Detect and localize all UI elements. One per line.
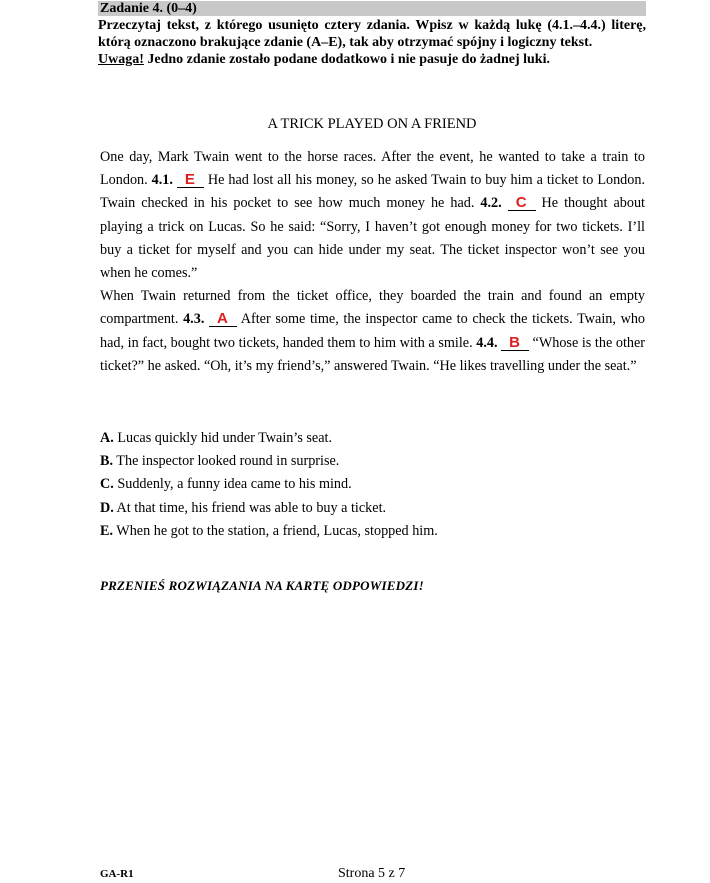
option-e [100, 520, 438, 543]
gap-4-label: 4.4. [476, 334, 498, 351]
gap-4-answer: B [509, 333, 520, 351]
gap-3[interactable] [209, 312, 237, 327]
options-list [100, 427, 438, 543]
story-segment: One day, Mark Twain went to the horse races. After the event, he wanted to take a train to London. [100, 149, 645, 189]
story-segment: After some time, the inspector came to check the tickets. Twain, who had, in fact, bought two tickets, handed them to him with a smile. [100, 311, 645, 351]
story-segment: “Whose is the other ticket?” he asked. “Oh, it’s my friend’s,” answered Twain. “He likes travelling under the seat.” [100, 334, 645, 374]
option-text: Lucas quickly hid under Twain’s seat. [113, 430, 333, 446]
option-b [100, 450, 438, 473]
story-title: A TRICK PLAYED ON A FRIEND [267, 116, 477, 132]
transfer-note: PRZENIEŚ ROZWIĄZANIA NA KARTĘ ODPOWIEDZI! [100, 578, 424, 593]
task-title: Zadanie 4. (0–4) [98, 1, 646, 16]
page-number: Strona 5 z 7 [338, 866, 406, 881]
gap-2[interactable] [508, 196, 536, 211]
gap-2-answer: C [515, 194, 527, 212]
option-text: At that time, his friend was able to buy a ticket. [113, 499, 387, 516]
option-d [100, 497, 438, 520]
story-segment: When Twain returned from the ticket office, they boarded the train and found an empty compartment. [100, 288, 645, 328]
option-letter: A. [100, 430, 114, 446]
option-a [100, 427, 438, 450]
instruction-main: Przeczytaj tekst, z którego usunięto cztery zdania. Wpisz w każdą lukę (4.1.–4.4.) literę, którą oznaczono brakujące zdanie (A–E), tak aby otrzymać spójny i logiczny tekst. [98, 18, 646, 50]
gap-3-answer: A [217, 310, 228, 328]
option-c [100, 473, 438, 496]
task-instruction [98, 17, 646, 68]
gap-3-label: 4.3. [183, 311, 205, 328]
story-segment: He thought about playing a trick on Lucas. So he said: “Sorry, I haven’t got enough money for two tickets. I’ll buy a ticket for myself and you can hide under my seat. The ticket inspector won’t see you when he comes.” [100, 195, 645, 282]
option-text: The inspector looked round in surprise. [113, 453, 340, 470]
gap-1-label: 4.1. [151, 172, 173, 189]
story-paragraph-1 [100, 146, 645, 285]
option-text: When he got to the station, a friend, Lucas, stopped him. [113, 522, 438, 539]
option-letter: C. [100, 476, 114, 493]
instruction-note-label: Uwaga! [98, 52, 144, 67]
gap-1-answer: E [184, 171, 195, 189]
gap-4[interactable] [501, 333, 529, 351]
option-letter: B. [100, 453, 114, 470]
gap-1[interactable] [177, 173, 204, 188]
option-letter: E. [100, 522, 114, 539]
option-letter: D. [100, 499, 114, 516]
footer-code: GA-R1 [100, 868, 134, 880]
story-segment: He had lost all his money, so he asked Twain to buy him a ticket to London. Twain checked in his pocket to see how much money he had. [100, 172, 646, 212]
instruction-note-text: Jedno zdanie zostało podane dodatkowo i nie pasuje do żadnej luki. [143, 52, 550, 67]
option-text: Suddenly, a funny idea came to his mind. [113, 476, 352, 493]
gap-2-label: 4.2. [480, 195, 502, 212]
story-text [100, 146, 645, 378]
story-paragraph-2 [100, 285, 645, 378]
task-header [98, 1, 646, 68]
